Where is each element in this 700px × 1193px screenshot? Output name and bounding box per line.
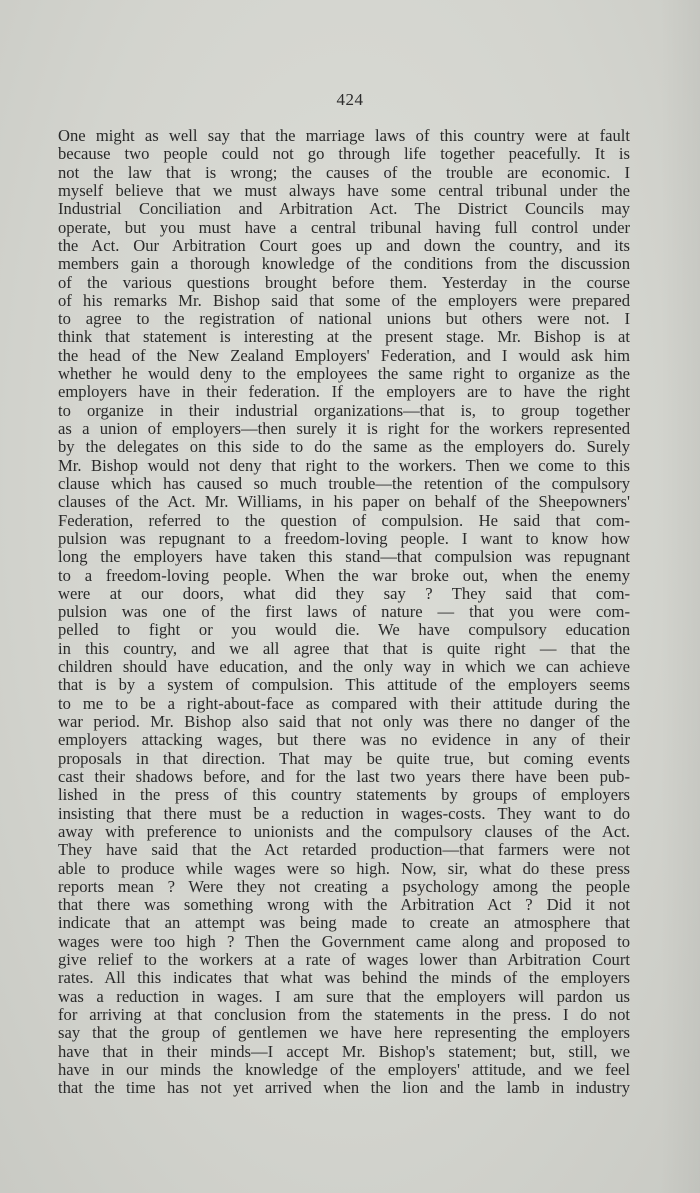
text-line: cast their shadows before, and for the last two years there have been pub- [58,766,630,786]
text-line: pelled to fight or you would die. We have compulsory education [58,620,630,640]
page-number: 424 [336,90,364,109]
text-line: have that in their minds—I accept Mr. Bishop's statement; but, still, we [58,1041,630,1061]
text-line: Industrial Conciliation and Arbitration Act. The District Councils may [58,199,630,219]
text-line: think that statement is interesting at the present stage. Mr. Bishop is at [58,327,630,347]
text-line: members gain a thorough knowledge of the conditions from the discussion [58,254,630,274]
text-line: the head of the New Zealand Employers' Federation, and I would ask him [58,345,630,365]
body-text [58,127,630,1098]
text-line: Federation, referred to the question of compulsion. He said that com- [58,510,630,530]
text-line: proposals in that direction. That may be quite true, but coming events [58,748,630,768]
text-line: pulsion was repugnant to a freedom-loving people. I want to know how [58,528,630,548]
text-line: war period. Mr. Bishop also said that not only was there no danger of the [58,712,630,731]
text-line: say that the group of gentlemen we have here representing the employers [58,1023,630,1043]
text-line: was a reduction in wages. I am sure that the employers will pardon us [58,986,630,1006]
text-line: clauses of the Act. Mr. Williams, in his paper on behalf of the Sheepowners' [58,492,630,512]
text-line: lished in the press of this country statements by groups of employers [58,785,630,805]
text-line: children should have education, and the only way in which we can achieve [58,657,630,677]
text-line: away with preference to unionists and the compulsory clauses of the Act. [58,821,630,841]
text-line: reports mean ? Were they not creating a psychology among the people [58,876,630,896]
text-line: pulsion was one of the first laws of nature — that you were com- [58,602,630,622]
page-edge-shadow [660,0,700,1193]
text-line: operate, but you must have a central tribunal having full control under [58,217,630,237]
text-line: that is by a system of compulsion. This attitude of the employers seems [58,675,630,695]
text-line: myself believe that we must always have some central tribunal under the [58,180,630,200]
text-line: to agree to the registration of national unions but others were not. I [58,309,630,329]
text-line: for arriving at that conclusion from the statements in the press. I do not [58,1005,630,1024]
text-line: give relief to the workers at a rate of wages lower than Arbitration Court [58,950,630,970]
text-line: have in our minds the knowledge of the employers' attitude, and we feel [58,1059,630,1079]
text-line: insisting that there must be a reduction in wages-costs. They want to do [58,803,630,823]
text-line: the Act. Our Arbitration Court goes up and down the country, and its [58,235,630,255]
text-line: employers have in their federation. If the employers are to have the right [58,382,630,402]
text-line: were at our doors, what did they say ? They said that com- [58,583,630,603]
text-line: whether he would deny to the employees the same right to organize as the [58,364,630,384]
text-line: in this country, and we all agree that that is quite right — that the [58,638,630,658]
text-line: One might as well say that the marriage laws of this country were at fault [58,126,630,145]
text-line: because two people could not go through life together peacefully. It is [58,144,630,164]
text-line: Mr. Bishop would not deny that right to the workers. Then we come to this [58,455,630,475]
text-line: that there was something wrong with the Arbitration Act ? Did it not [58,895,630,915]
text-line: clause which has caused so much trouble—the retention of the compulsory [58,473,630,493]
text-line: They have said that the Act retarded production—that farmers were not [58,840,630,860]
text-line: of the various questions brought before them. Yesterday in the course [58,272,630,292]
text-line: indicate that an attempt was being made to create an atmosphere that [58,913,630,933]
text-line: not the law that is wrong; the causes of the trouble are economic. I [58,162,630,182]
text-line: that the time has not yet arrived when the lion and the lamb in industry [58,1078,630,1098]
text-line: by the delegates on this side to do the same as the employers do. Surely [58,437,630,457]
text-line: rates. All this indicates that what was behind the minds of the employers [58,968,630,988]
text-line: to a freedom-loving people. When the war broke out, when the enemy [58,565,630,585]
text-line: to organize in their industrial organizations—that is, to group together [58,400,630,420]
text-line: wages were too high ? Then the Government came along and proposed to [58,931,630,951]
text-line: long the employers have taken this stand—that compulsion was repugnant [58,547,630,567]
text-line: of his remarks Mr. Bishop said that some of the employers were prepared [58,290,630,310]
text-line: able to produce while wages were so high. Now, sir, what do these press [58,858,630,878]
text-line: as a union of employers—then surely it is right for the workers represented [58,419,630,438]
text-line: to me to be a right-about-face as compared with their attitude during the [58,693,630,713]
text-line: employers attacking wages, but there was no evidence in any of their [58,730,630,750]
